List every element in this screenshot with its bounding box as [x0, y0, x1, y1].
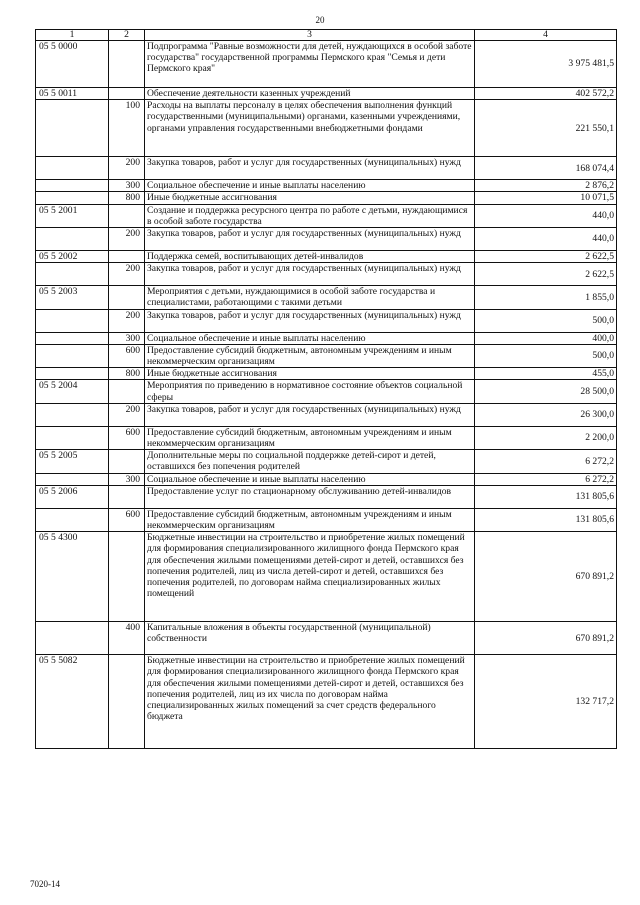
- row-description: Предоставление субсидий бюджетным, автономным учреждениям и иным некоммерческим организациям: [145, 508, 475, 531]
- row-expense-type: 300: [109, 180, 145, 192]
- row-code: 05 5 5082: [36, 655, 109, 749]
- table-row: [36, 88, 617, 100]
- row-description: Обеспечение деятельности казенных учреждений: [145, 88, 475, 100]
- page-number: 20: [315, 15, 325, 25]
- row-expense-type: [109, 655, 145, 749]
- row-amount: 168 074,4: [475, 157, 617, 180]
- table-row: [36, 380, 617, 403]
- row-code: 05 5 0011: [36, 88, 109, 100]
- table-row: [36, 309, 617, 332]
- row-code: [36, 180, 109, 192]
- row-expense-type: 100: [109, 100, 145, 157]
- table-row: [36, 473, 617, 485]
- row-code: [36, 403, 109, 426]
- row-amount: 670 891,2: [475, 622, 617, 655]
- row-code: [36, 344, 109, 367]
- row-expense-type: 300: [109, 473, 145, 485]
- table-row: [36, 332, 617, 344]
- column-header: 1: [36, 30, 109, 41]
- row-code: [36, 192, 109, 204]
- table-row: [36, 403, 617, 426]
- row-amount: 10 071,5: [475, 192, 617, 204]
- row-amount: 221 550,1: [475, 100, 617, 157]
- row-code: 05 5 2006: [36, 485, 109, 508]
- table-row: [36, 251, 617, 263]
- row-code: [36, 368, 109, 380]
- row-expense-type: 200: [109, 403, 145, 426]
- row-code: [36, 426, 109, 449]
- row-description: Мероприятия по приведению в нормативное состояние объектов социальной сферы: [145, 380, 475, 403]
- row-expense-type: 200: [109, 263, 145, 286]
- table-row: [36, 368, 617, 380]
- row-description: Расходы на выплаты персоналу в целях обеспечения выполнения функций государственными (муниципальными) органами, казенными учреждениями, органами управления государственными внебюджетными фондами: [145, 100, 475, 157]
- row-expense-type: [109, 485, 145, 508]
- row-description: Закупка товаров, работ и услуг для государственных (муниципальных) нужд: [145, 309, 475, 332]
- row-code: [36, 157, 109, 180]
- row-description: Дополнительные меры по социальной поддержке детей-сирот и детей, оставшихся без попечения родителей: [145, 450, 475, 473]
- row-description: Социальное обеспечение и иные выплаты населению: [145, 473, 475, 485]
- row-amount: 670 891,2: [475, 532, 617, 622]
- row-amount: 28 500,0: [475, 380, 617, 403]
- table-row: [36, 100, 617, 157]
- row-amount: 132 717,2: [475, 655, 617, 749]
- table-header-row: [36, 30, 617, 41]
- row-amount: 6 272,2: [475, 450, 617, 473]
- row-description: Иные бюджетные ассигнования: [145, 192, 475, 204]
- table-row: [36, 655, 617, 749]
- row-amount: 1 855,0: [475, 286, 617, 309]
- row-description: Бюджетные инвестиции на строительство и приобретение жилых помещений для формирования специализированного жилищного фонда Пермского края для обеспечения жилыми помещениями детей-сирот и детей, оставшихся без попечения родителей, лиц из их числа по договорам найма специализированных жилых помещений за счет средств федерального бюджета: [145, 655, 475, 749]
- row-description: Социальное обеспечение и иные выплаты населению: [145, 180, 475, 192]
- row-description: Капитальные вложения в объекты государственной (муниципальной) собственности: [145, 622, 475, 655]
- table-row: [36, 157, 617, 180]
- row-code: [36, 228, 109, 251]
- table-row: [36, 622, 617, 655]
- row-code: 05 5 2002: [36, 251, 109, 263]
- row-code: [36, 309, 109, 332]
- row-expense-type: [109, 380, 145, 403]
- footer-code: 7020-14: [30, 879, 60, 889]
- table-row: [36, 228, 617, 251]
- row-description: Социальное обеспечение и иные выплаты населению: [145, 332, 475, 344]
- row-expense-type: [109, 532, 145, 622]
- row-amount: 2 622,5: [475, 251, 617, 263]
- row-amount: 2 876,2: [475, 180, 617, 192]
- row-expense-type: 200: [109, 228, 145, 251]
- row-amount: 2 622,5: [475, 263, 617, 286]
- row-code: 05 5 4300: [36, 532, 109, 622]
- table-row: [36, 263, 617, 286]
- budget-table: [35, 29, 617, 749]
- row-amount: 500,0: [475, 309, 617, 332]
- column-header: 4: [475, 30, 617, 41]
- row-code: 05 5 2004: [36, 380, 109, 403]
- row-amount: 402 572,2: [475, 88, 617, 100]
- row-description: Предоставление субсидий бюджетным, автономным учреждениям и иным некоммерческим организациям: [145, 344, 475, 367]
- row-expense-type: 300: [109, 332, 145, 344]
- column-header: 3: [145, 30, 475, 41]
- row-description: Поддержка семей, воспитывающих детей-инвалидов: [145, 251, 475, 263]
- table-row: [36, 450, 617, 473]
- row-description: Создание и поддержка ресурсного центра по работе с детьми, нуждающимися в особой заботе государства: [145, 204, 475, 227]
- row-description: Предоставление услуг по стационарному обслуживанию детей-инвалидов: [145, 485, 475, 508]
- row-amount: 400,0: [475, 332, 617, 344]
- table-row: [36, 180, 617, 192]
- row-expense-type: 600: [109, 344, 145, 367]
- row-expense-type: [109, 88, 145, 100]
- row-amount: 440,0: [475, 204, 617, 227]
- column-header: 2: [109, 30, 145, 41]
- row-description: Мероприятия с детьми, нуждающимися в особой заботе государства и специалистами, работающими с такими детьми: [145, 286, 475, 309]
- row-description: Предоставление субсидий бюджетным, автономным учреждениям и иным некоммерческим организациям: [145, 426, 475, 449]
- table-row: [36, 192, 617, 204]
- table-row: [36, 204, 617, 227]
- row-expense-type: 400: [109, 622, 145, 655]
- row-expense-type: [109, 251, 145, 263]
- row-expense-type: 800: [109, 192, 145, 204]
- table-row: [36, 485, 617, 508]
- row-amount: 2 200,0: [475, 426, 617, 449]
- row-description: Иные бюджетные ассигнования: [145, 368, 475, 380]
- row-code: [36, 100, 109, 157]
- row-amount: 440,0: [475, 228, 617, 251]
- row-amount: 131 805,6: [475, 485, 617, 508]
- row-expense-type: [109, 286, 145, 309]
- row-expense-type: 200: [109, 157, 145, 180]
- row-expense-type: [109, 204, 145, 227]
- row-code: 05 5 0000: [36, 41, 109, 88]
- row-code: [36, 508, 109, 531]
- row-description: Закупка товаров, работ и услуг для государственных (муниципальных) нужд: [145, 157, 475, 180]
- row-amount: 26 300,0: [475, 403, 617, 426]
- row-expense-type: [109, 41, 145, 88]
- row-expense-type: 800: [109, 368, 145, 380]
- row-amount: 131 805,6: [475, 508, 617, 531]
- row-code: 05 5 2001: [36, 204, 109, 227]
- row-amount: 6 272,2: [475, 473, 617, 485]
- row-amount: 455,0: [475, 368, 617, 380]
- row-code: [36, 332, 109, 344]
- row-amount: 500,0: [475, 344, 617, 367]
- row-expense-type: [109, 450, 145, 473]
- row-expense-type: 600: [109, 508, 145, 531]
- table-row: [36, 532, 617, 622]
- row-description: Закупка товаров, работ и услуг для государственных (муниципальных) нужд: [145, 228, 475, 251]
- row-code: 05 5 2003: [36, 286, 109, 309]
- row-description: Подпрограмма "Равные возможности для детей, нуждающихся в особой заботе государства" государственной программы Пермского края "Семья и дети Пермского края": [145, 41, 475, 88]
- row-expense-type: 600: [109, 426, 145, 449]
- row-code: [36, 473, 109, 485]
- row-code: [36, 622, 109, 655]
- row-amount: 3 975 481,5: [475, 41, 617, 88]
- table-row: [36, 426, 617, 449]
- table-row: [36, 508, 617, 531]
- row-code: 05 5 2005: [36, 450, 109, 473]
- row-description: Закупка товаров, работ и услуг для государственных (муниципальных) нужд: [145, 403, 475, 426]
- table-row: [36, 286, 617, 309]
- table-row: [36, 344, 617, 367]
- row-code: [36, 263, 109, 286]
- row-description: Бюджетные инвестиции на строительство и приобретение жилых помещений для формирования специализированного жилищного фонда Пермского края для обеспечения жилыми помещениями детей-сирот и детей, оставшихся без попечения родителей, лиц из числа детей-сирот и детей, оставшихся без попечения родителей, по договорам найма специализированных жилых помещений: [145, 532, 475, 622]
- row-expense-type: 200: [109, 309, 145, 332]
- table-row: [36, 41, 617, 88]
- row-description: Закупка товаров, работ и услуг для государственных (муниципальных) нужд: [145, 263, 475, 286]
